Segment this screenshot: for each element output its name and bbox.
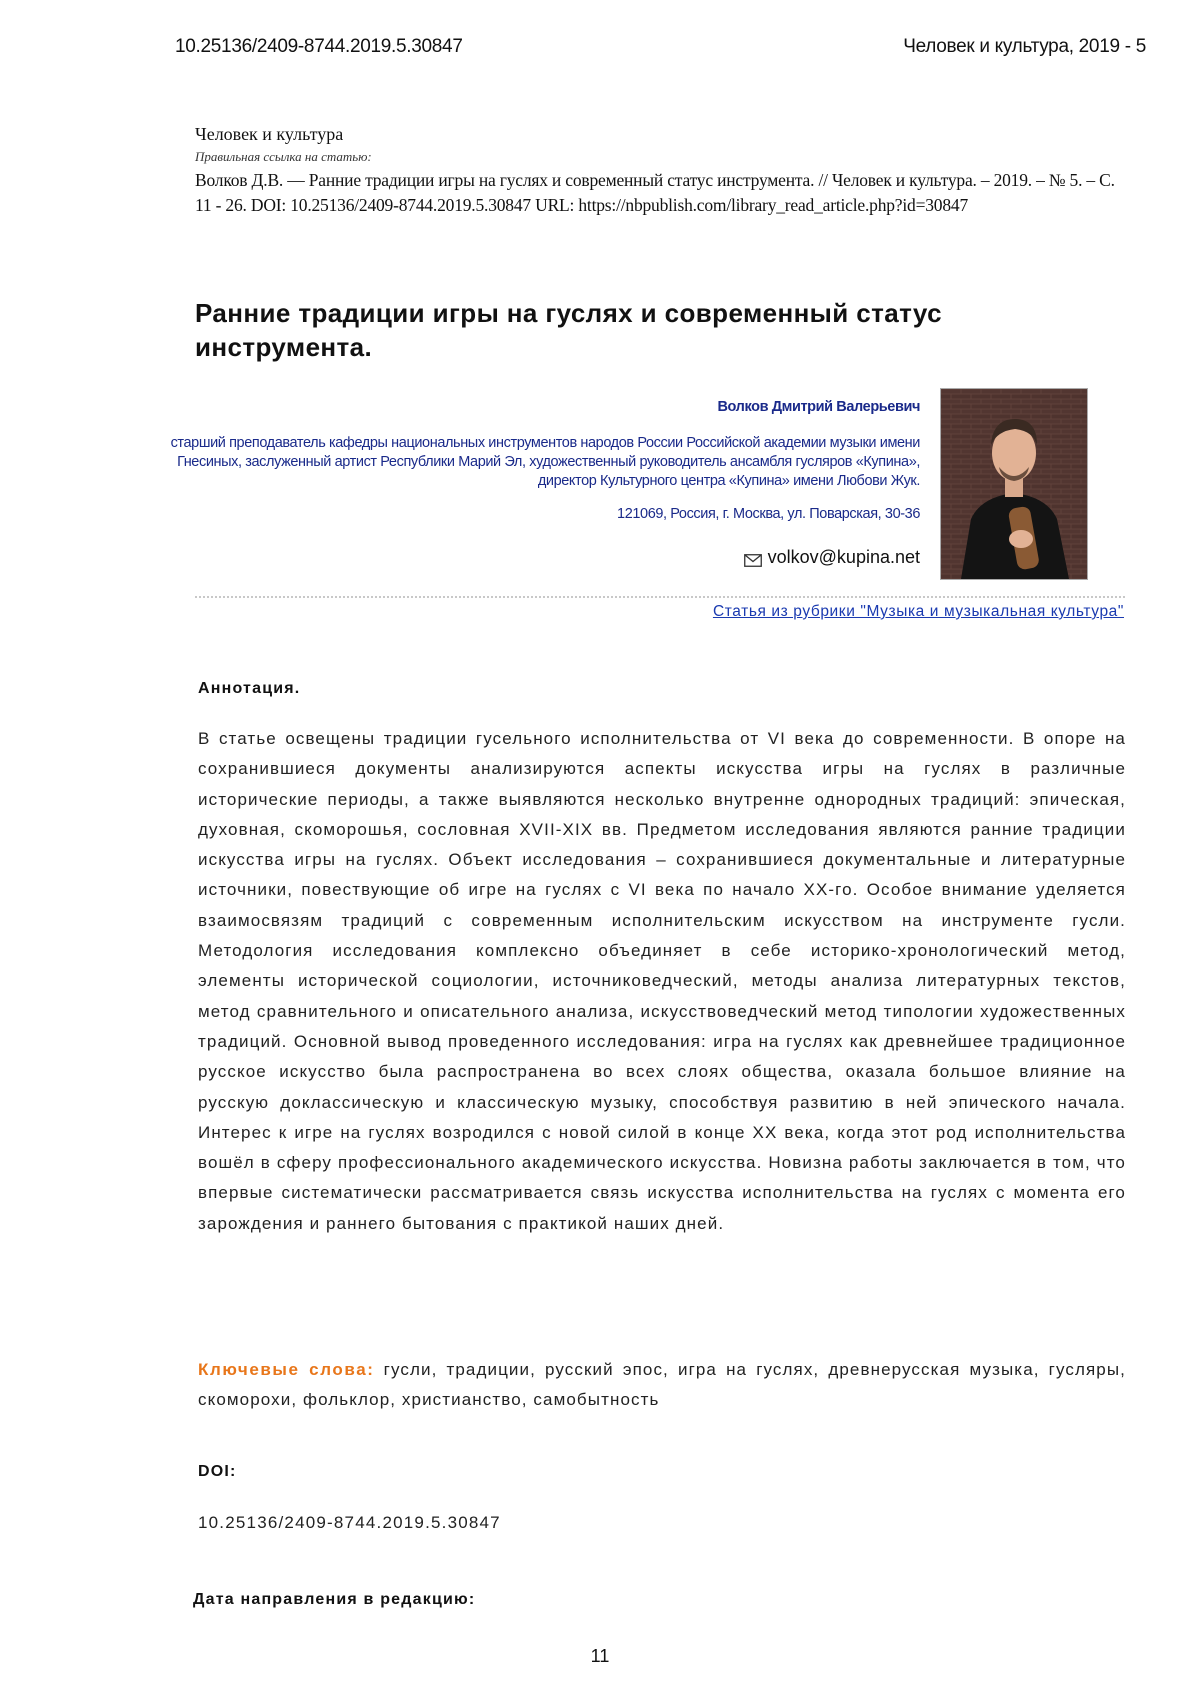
- submission-date-heading: Дата направления в редакцию:: [193, 1591, 476, 1608]
- keywords-paragraph: [198, 1355, 1126, 1416]
- section-divider: [195, 596, 1125, 598]
- rubric-link[interactable]: Статья из рубрики "Музыка и музыкальная культура": [712, 603, 1124, 620]
- journal-name: Человек и культура: [195, 124, 344, 144]
- citation-text: Волков Д.В. — Ранние традиции игры на гуслях и современный статус инструмента. // Человек и культура. – 2019. – № 5. – С. 11 - 26. DOI: 10.25136/2409-8744.2019.5.30847 URL: https://nbpublish.com/library_read_article.php?id=30847: [195, 170, 1115, 215]
- article-title: Ранние традиции игры на гуслях и современный статус инструмента.: [195, 298, 943, 362]
- author-name: Волков Дмитрий Валерьевич: [717, 399, 920, 415]
- envelope-icon: [744, 551, 762, 564]
- author-email[interactable]: volkov@kupina.net: [767, 547, 920, 567]
- page-number: 11: [590, 1646, 610, 1666]
- author-position: старший преподаватель кафедры национальных инструментов народов России Российской академии музыки имени Гнесиных, заслуженный артист Республики Марий Эл, художественный руководитель ансамбля гусляров «Купина», директор Культурного центра «Купина» имени Любови Жук.: [170, 435, 920, 489]
- keywords-text: гусли, традиции, русский эпос, игра на гуслях, древнерусская музыка, гусляры, скоморохи, фольклор, христианство, самобытность: [198, 1360, 1126, 1410]
- author-email-row[interactable]: [744, 547, 920, 568]
- header-journal-issue: Человек и культура, 2019 - 5: [903, 36, 1146, 57]
- abstract-heading: Аннотация.: [198, 680, 301, 697]
- keywords-label: Ключевые слова:: [198, 1360, 375, 1379]
- header-doi: 10.25136/2409-8744.2019.5.30847: [175, 36, 463, 57]
- abstract-text: В статье освещены традиции гусельного исполнительства от VI века до современности. В опоре на сохранившиеся документы анализируются аспекты искусства игры на гуслях в различные исторические периоды, а также выявляются несколько внутренне однородных традиций: эпическая, духовная, скоморошья, сословная XVII-XIX вв. Предметом исследования являются ранние традиции искусства игры на гуслях. Объект исследования – сохранившиеся документальные и литературные источники, повествующие об игре на гуслях с VI века по начало XX-го. Особое внимание уделяется взаимосвязям традиций с современным исполнительским искусством на инструменте гусли. Методология исследования комплексно объединяет в себе историко-хронологический метод, элементы исторической социологии, источниковедческий, методы анализа литературных текстов, метод сравнительного и описательного анализа, искусствоведческий метод типологии художественных традиций. Основной вывод проведенного исследования: игра на гуслях как древнейшее традиционное русское искусство была распространена во всех слоях общества, оказала большое влияние на русскую доклассическую и классическую музыку, способствуя развитию в ней эпического начала. Интерес к игре на гуслях возродился с новой силой в конце XX века, когда этот род исполнительства вошёл в сферу профессионального академического искусства. Новизна работы заключается в том, что впервые систематически рассматривается связь искусства исполнительства на гуслях с момента его зарождения и раннего бытования с практикой наших дней.: [198, 729, 1126, 1233]
- citation-label: Правильная ссылка на статью:: [195, 149, 372, 164]
- doi-value: 10.25136/2409-8744.2019.5.30847: [198, 1513, 501, 1532]
- doi-heading: DOI:: [198, 1463, 237, 1480]
- author-address: 121069, Россия, г. Москва, ул. Поварская, 30-36: [617, 506, 920, 522]
- author-photo: [940, 388, 1088, 580]
